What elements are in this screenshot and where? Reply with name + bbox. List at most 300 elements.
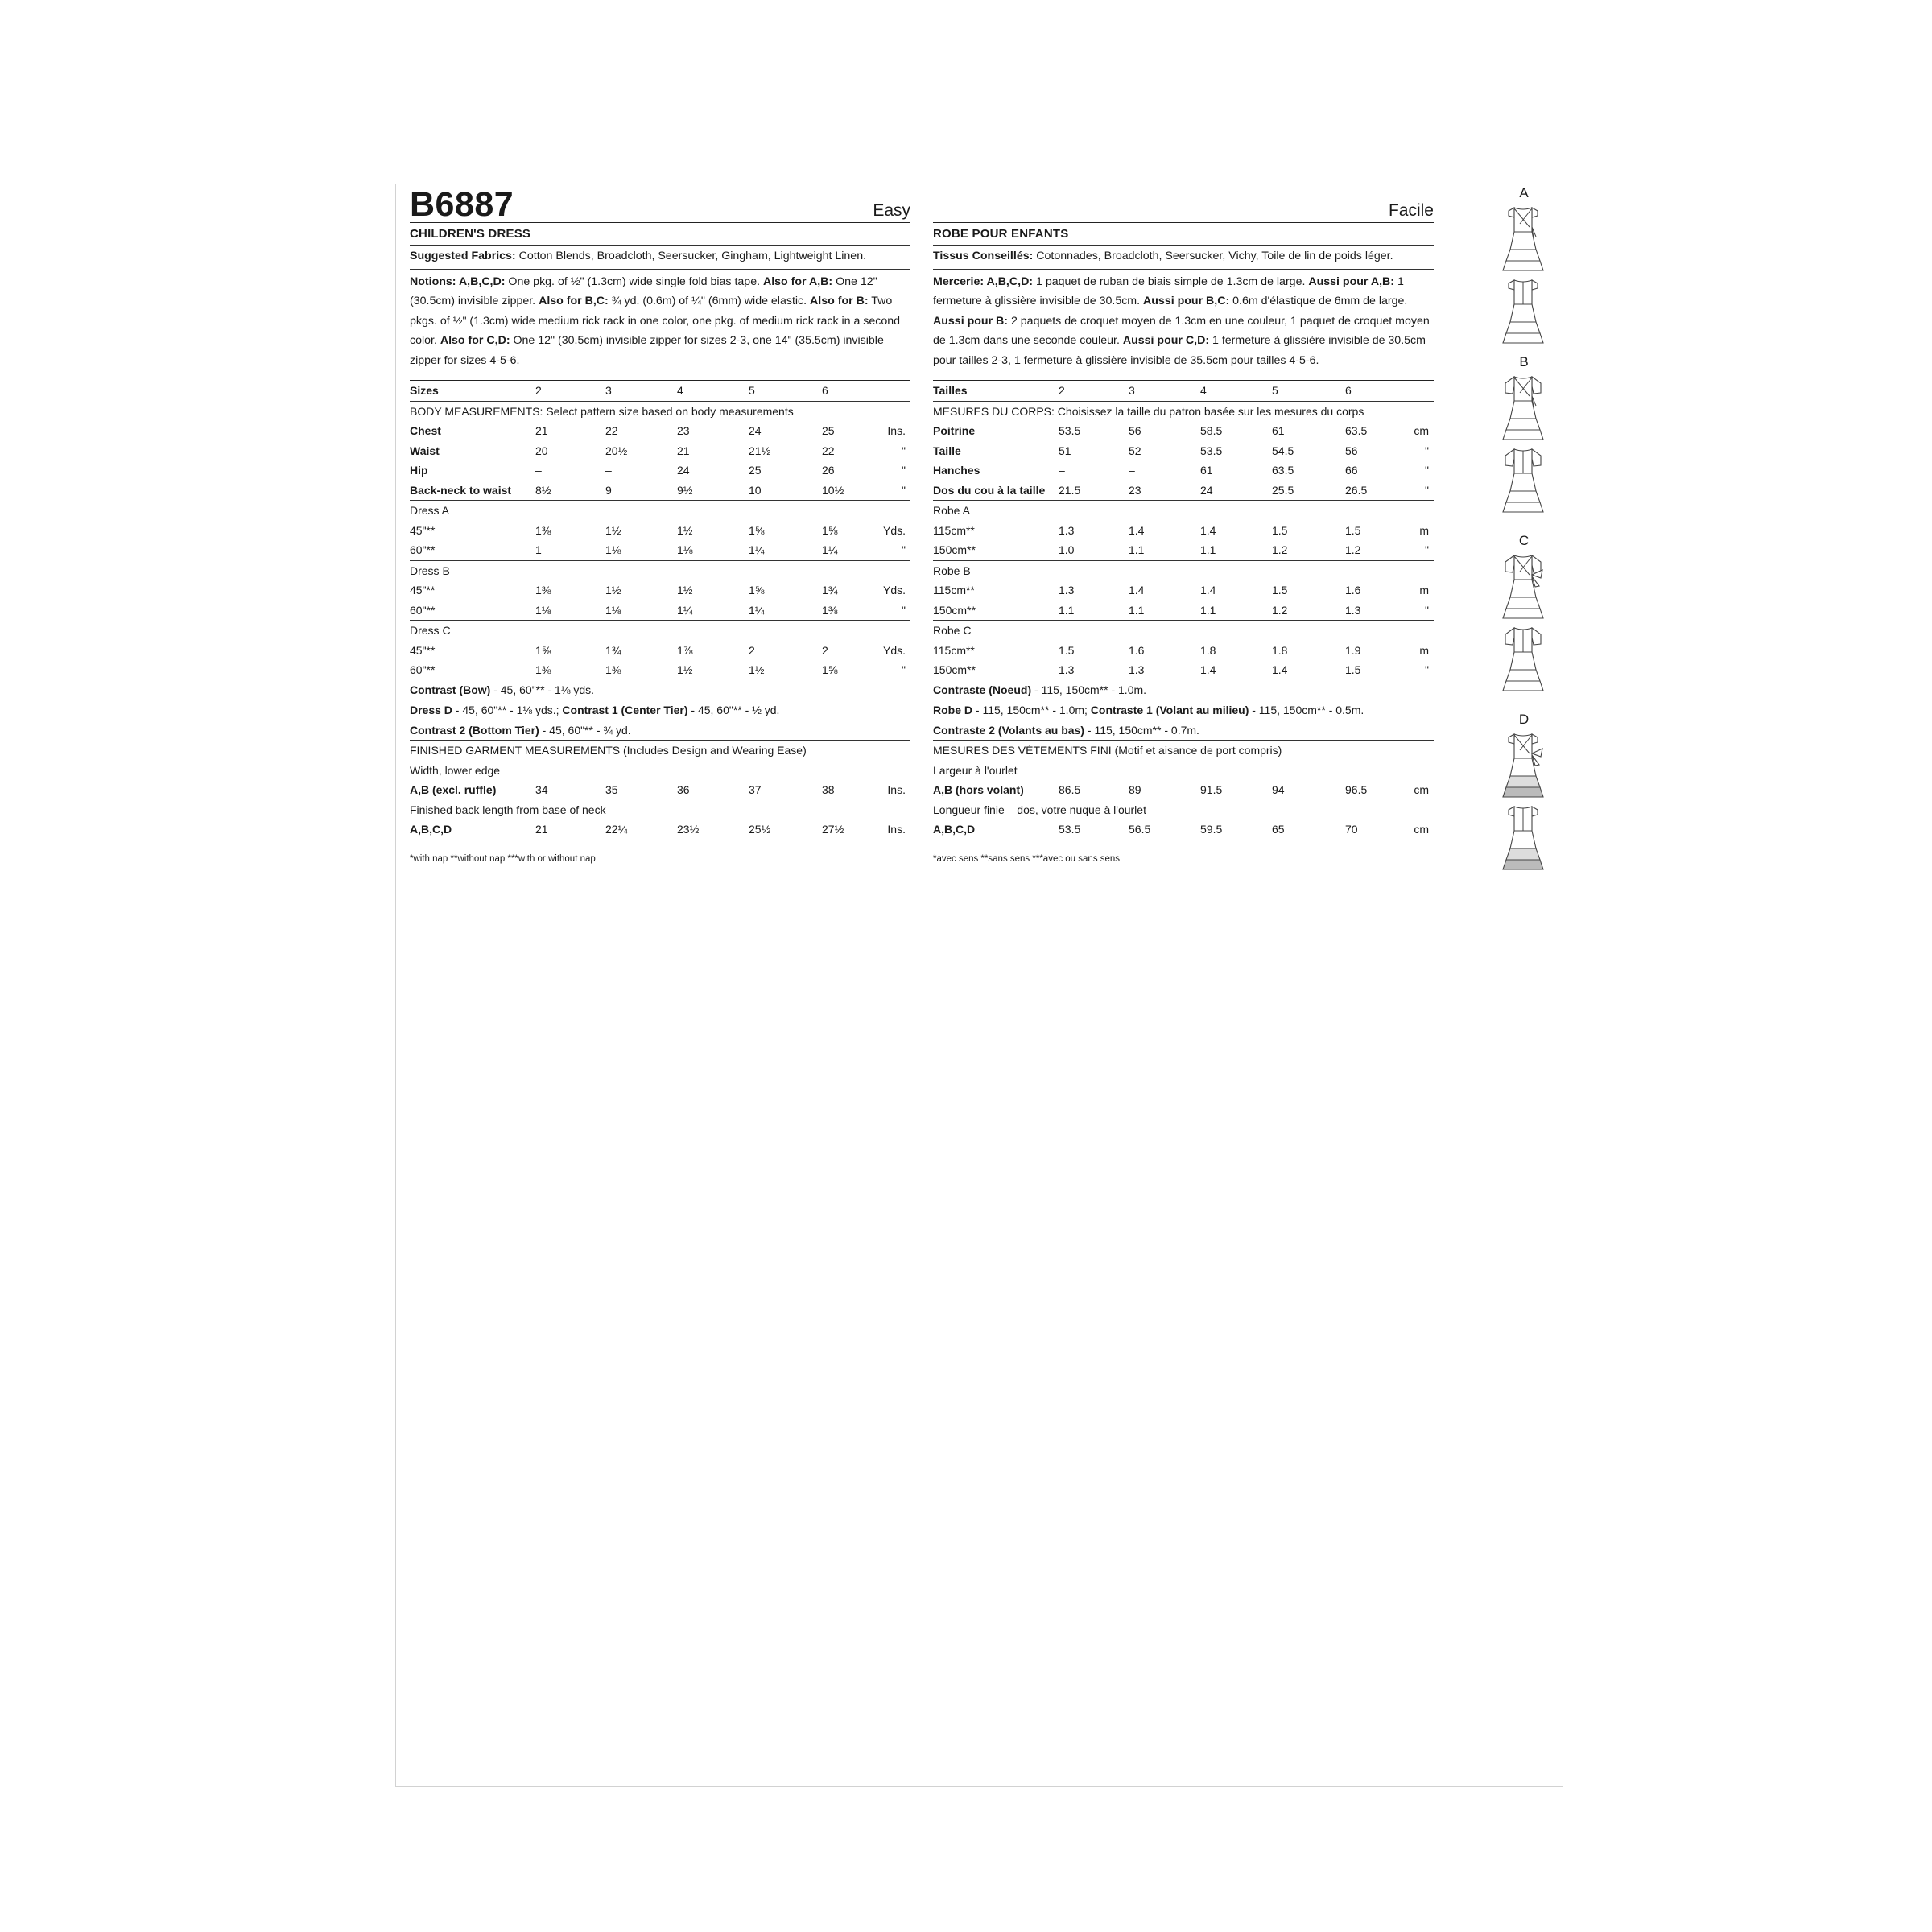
size-value: 1⅜ bbox=[535, 523, 551, 537]
size-value: 23 bbox=[677, 424, 690, 438]
size-value: 1.9 bbox=[1345, 643, 1361, 657]
length-row bbox=[933, 819, 1434, 840]
unit-label: cm bbox=[1414, 783, 1429, 797]
sizes-header bbox=[933, 381, 1434, 401]
size-value: 1 bbox=[535, 543, 542, 557]
size-value: 21 bbox=[535, 823, 548, 836]
text: One 12" (30.5cm) invisible zipper. bbox=[410, 275, 877, 308]
dress-back-sketch bbox=[1499, 802, 1547, 875]
row-label: Chest bbox=[410, 424, 441, 438]
row-label: 45"** bbox=[410, 643, 436, 657]
size-value: 24 bbox=[677, 464, 690, 477]
unit-label: " bbox=[1425, 603, 1429, 617]
yardage-row bbox=[933, 601, 1434, 621]
size-value: 1⅝ bbox=[749, 523, 765, 537]
size-value: 1.8 bbox=[1200, 643, 1216, 657]
dress-view-heading bbox=[933, 561, 1434, 581]
size-value: 1⅝ bbox=[535, 643, 551, 657]
size-value: 23½ bbox=[677, 823, 700, 836]
size-value: 61 bbox=[1200, 464, 1213, 477]
finished-measurements-title bbox=[410, 741, 910, 761]
body-measurement-row bbox=[410, 421, 910, 441]
size-value: 1.4 bbox=[1129, 584, 1145, 597]
size-value: 1.3 bbox=[1345, 603, 1361, 617]
size-value: 1.1 bbox=[1200, 543, 1216, 557]
size-value: 26 bbox=[822, 464, 835, 477]
unit-label: " bbox=[902, 444, 906, 457]
size-value: 1.5 bbox=[1345, 523, 1361, 537]
size-value: 21 bbox=[677, 444, 690, 457]
size-value: 9 bbox=[605, 483, 612, 497]
size-value: 25 bbox=[749, 464, 762, 477]
size-value: 70 bbox=[1345, 823, 1358, 836]
dress-front-sketch bbox=[1499, 729, 1547, 803]
bold-label: Also for A,B: bbox=[762, 275, 833, 288]
size-value: 96.5 bbox=[1345, 783, 1368, 797]
unit-label: Ins. bbox=[887, 823, 906, 836]
view-letter: D bbox=[1518, 712, 1530, 727]
dress-name: Robe C bbox=[933, 624, 972, 638]
dress-name: Dress B bbox=[410, 564, 450, 577]
row-label: 115cm** bbox=[933, 523, 975, 537]
dress-back-sketch bbox=[1499, 623, 1547, 696]
dress-name: Dress A bbox=[410, 504, 450, 518]
size-value: 1½ bbox=[605, 584, 621, 597]
size-value: – bbox=[605, 464, 612, 477]
section-title: MESURES DU CORPS: Choisissez la taille du patron basée sur les mesures du corps bbox=[933, 404, 1364, 418]
width-row bbox=[410, 780, 910, 800]
yardage-row bbox=[933, 521, 1434, 541]
fabrics-label: Suggested Fabrics: bbox=[410, 250, 516, 262]
size-value: 1.6 bbox=[1345, 584, 1361, 597]
size-value: 1¼ bbox=[749, 543, 765, 557]
sizes-label: Tailles bbox=[933, 384, 968, 398]
size-value: 1⅝ bbox=[822, 523, 838, 537]
size-value: 86.5 bbox=[1059, 783, 1081, 797]
size-value: 65 bbox=[1272, 823, 1285, 836]
unit-label: " bbox=[902, 663, 906, 677]
unit-label: " bbox=[902, 464, 906, 477]
size-value: 26.5 bbox=[1345, 483, 1368, 497]
unit-label: " bbox=[1425, 483, 1429, 497]
size-value: 1½ bbox=[677, 663, 693, 677]
text: - 115, 150cm** - 1.0m; bbox=[972, 704, 1091, 717]
size-value: 59.5 bbox=[1200, 823, 1223, 836]
unit-label: Ins. bbox=[887, 783, 906, 797]
dress-view-heading bbox=[933, 501, 1434, 521]
size-number: 5 bbox=[749, 384, 755, 398]
contrast-2-row bbox=[410, 720, 910, 741]
text: 1 paquet de ruban de biais simple de 1.3cm de large. bbox=[1033, 275, 1309, 288]
size-number: 2 bbox=[1059, 384, 1065, 398]
row-label: 150cm** bbox=[933, 663, 976, 677]
size-value: 63.5 bbox=[1345, 424, 1368, 438]
size-value: 61 bbox=[1272, 424, 1285, 438]
contrast-bow bbox=[410, 680, 594, 700]
row-label: A,B,C,D bbox=[410, 823, 452, 836]
size-value: 37 bbox=[749, 783, 762, 797]
bold-label: Contrast 2 (Bottom Tier) bbox=[410, 723, 539, 737]
unit-label: " bbox=[902, 543, 906, 557]
size-value: 56 bbox=[1129, 424, 1141, 438]
unit-label: cm bbox=[1414, 424, 1429, 438]
size-value: 51 bbox=[1059, 444, 1071, 457]
size-value: 1.5 bbox=[1059, 643, 1075, 657]
row-label: 45"** bbox=[410, 523, 436, 537]
text: 0.6m d'élastique de 6mm de large. bbox=[1229, 295, 1408, 308]
text: One pkg. of ½" (1.3cm) wide single fold bias tape. bbox=[505, 275, 763, 288]
unit-label: Yds. bbox=[882, 643, 906, 657]
size-value: – bbox=[1059, 464, 1065, 477]
size-number: 2 bbox=[535, 384, 542, 398]
sizes-header bbox=[410, 381, 910, 401]
size-value: 1⅛ bbox=[605, 603, 621, 617]
text: - 45, 60"** - 1⅛ yds.; bbox=[452, 704, 563, 717]
size-value: 1.2 bbox=[1272, 603, 1288, 617]
contrast-2 bbox=[933, 720, 1199, 741]
size-value: 2 bbox=[749, 643, 755, 657]
unit-label: Yds. bbox=[882, 523, 906, 537]
fabrics-text: Cotton Blends, Broadcloth, Seersucker, Gingham, Lightweight Linen. bbox=[518, 250, 867, 262]
size-value: 89 bbox=[1129, 783, 1141, 797]
size-value: 53.5 bbox=[1200, 444, 1223, 457]
size-value: 52 bbox=[1129, 444, 1141, 457]
header-row bbox=[410, 188, 910, 222]
bold-label: Notions: A,B,C,D: bbox=[410, 275, 506, 288]
size-number: 6 bbox=[822, 384, 828, 398]
fabrics-label: Tissus Conseillés: bbox=[933, 250, 1034, 262]
size-value: 53.5 bbox=[1059, 424, 1081, 438]
bold-label: Aussi pour A,B: bbox=[1308, 275, 1395, 288]
yardage-row bbox=[933, 660, 1434, 680]
text: - 45, 60"** - ¾ yd. bbox=[539, 723, 631, 737]
bold-label: Also for C,D: bbox=[440, 334, 510, 348]
row-label: Dos du cou à la taille bbox=[933, 483, 1046, 497]
row-label: Hip bbox=[410, 464, 428, 477]
length-label-row bbox=[933, 800, 1434, 820]
dress-name: Robe B bbox=[933, 564, 971, 577]
french-column bbox=[933, 188, 1434, 868]
size-value: 54.5 bbox=[1272, 444, 1294, 457]
text: - 115, 150cm** - 1.0m. bbox=[1031, 683, 1147, 696]
dress-d bbox=[933, 700, 1364, 720]
size-value: 1.4 bbox=[1272, 663, 1288, 677]
bold-label: Contraste 1 (Volant au milieu) bbox=[1090, 704, 1249, 717]
size-value: 1⅛ bbox=[605, 543, 621, 557]
yardage-row bbox=[933, 641, 1434, 661]
difficulty-level: Facile bbox=[1388, 201, 1434, 220]
row-label: 150cm** bbox=[933, 603, 976, 617]
width-row bbox=[933, 780, 1434, 800]
size-value: 8½ bbox=[535, 483, 551, 497]
size-number: 4 bbox=[677, 384, 683, 398]
body-measurements-title bbox=[933, 402, 1434, 422]
unit-label: Ins. bbox=[887, 424, 906, 438]
size-value: 1¼ bbox=[677, 603, 693, 617]
size-value: 1¾ bbox=[822, 584, 838, 597]
size-value: 1¾ bbox=[605, 643, 621, 657]
row-label: 60"** bbox=[410, 603, 436, 617]
row-label: A,B,C,D bbox=[933, 823, 976, 836]
size-value: 20½ bbox=[605, 444, 628, 457]
length-label: Longueur finie – dos, votre nuque à l'ourlet bbox=[933, 803, 1146, 816]
size-value: 1.1 bbox=[1129, 603, 1145, 617]
contrast-2 bbox=[410, 720, 631, 741]
text: - 45, 60"** - ½ yd. bbox=[687, 704, 780, 717]
contrast-bow bbox=[933, 680, 1146, 700]
size-number: 6 bbox=[1345, 384, 1352, 398]
size-value: 22¼ bbox=[605, 823, 628, 836]
size-value: 24 bbox=[749, 424, 762, 438]
size-value: 1⅞ bbox=[677, 643, 693, 657]
unit-label: Yds. bbox=[882, 584, 906, 597]
size-value: 1½ bbox=[677, 523, 693, 537]
row-label: Hanches bbox=[933, 464, 980, 477]
size-number: 3 bbox=[1129, 384, 1135, 398]
body-measurements-title bbox=[410, 402, 910, 422]
size-value: – bbox=[535, 464, 542, 477]
contrast-bow-row bbox=[410, 680, 910, 700]
size-value: 1.4 bbox=[1200, 523, 1216, 537]
view-letter: A bbox=[1519, 185, 1529, 200]
text: 1 fermeture à glissière invisible de 30.5cm pour tailles 2-3, 1 fermeture à glissière invisible de 35.5cm pour tailles 4-5-6. bbox=[933, 334, 1426, 367]
spacer bbox=[933, 372, 1434, 380]
bold-label: Aussi pour B,C: bbox=[1143, 295, 1230, 308]
size-value: 1.4 bbox=[1200, 584, 1216, 597]
size-value: 1.5 bbox=[1345, 663, 1361, 677]
size-value: 1.6 bbox=[1129, 643, 1145, 657]
size-value: 1.5 bbox=[1272, 584, 1288, 597]
dress-back-sketch bbox=[1499, 444, 1547, 518]
width-label: Width, lower edge bbox=[410, 763, 501, 777]
spacer bbox=[410, 372, 910, 380]
size-value: 1½ bbox=[605, 523, 621, 537]
size-value: 21 bbox=[535, 424, 548, 438]
suggested-fabrics bbox=[933, 246, 1434, 269]
size-value: 94 bbox=[1272, 783, 1285, 797]
yardage-row bbox=[410, 601, 910, 621]
bold-label: Aussi pour C,D: bbox=[1122, 334, 1210, 348]
width-label-row bbox=[410, 761, 910, 781]
size-value: 1.8 bbox=[1272, 643, 1288, 657]
unit-label: m bbox=[1419, 523, 1429, 537]
size-value: 1.0 bbox=[1059, 543, 1075, 557]
size-value: 1½ bbox=[677, 584, 693, 597]
dress-d bbox=[410, 700, 779, 720]
size-value: 1.1 bbox=[1059, 603, 1075, 617]
row-label: Back-neck to waist bbox=[410, 483, 512, 497]
width-label: Largeur à l'ourlet bbox=[933, 763, 1018, 777]
yardage-row bbox=[410, 540, 910, 560]
bold-label: Robe D bbox=[933, 704, 972, 717]
size-value: 22 bbox=[605, 424, 618, 438]
yardage-row bbox=[410, 580, 910, 601]
yardage-row bbox=[933, 540, 1434, 560]
text: - 115, 150cm** - 0.7m. bbox=[1084, 723, 1199, 737]
size-value: 25 bbox=[822, 424, 835, 438]
size-value: 1¼ bbox=[822, 543, 838, 557]
size-value: 66 bbox=[1345, 464, 1358, 477]
size-value: 27½ bbox=[822, 823, 844, 836]
size-value: 21.5 bbox=[1059, 483, 1081, 497]
size-value: 21½ bbox=[749, 444, 771, 457]
size-value: 34 bbox=[535, 783, 548, 797]
size-value: 10½ bbox=[822, 483, 844, 497]
unit-label: " bbox=[902, 603, 906, 617]
dress-name: Robe A bbox=[933, 504, 970, 518]
yardage-row bbox=[933, 580, 1434, 601]
row-label: A,B (hors volant) bbox=[933, 783, 1024, 797]
size-value: 63.5 bbox=[1272, 464, 1294, 477]
size-value: 56.5 bbox=[1129, 823, 1151, 836]
garment-title: CHILDREN'S DRESS bbox=[410, 227, 531, 241]
dress-d-row bbox=[410, 700, 910, 720]
row-label: Taille bbox=[933, 444, 961, 457]
garment-title: ROBE POUR ENFANTS bbox=[933, 227, 1069, 241]
size-value: 1.1 bbox=[1200, 603, 1216, 617]
size-value: 35 bbox=[605, 783, 618, 797]
size-value: 23 bbox=[1129, 483, 1141, 497]
bold-label: Contraste (Noeud) bbox=[933, 683, 1032, 696]
footnote: *with nap **without nap ***with or without nap bbox=[410, 853, 596, 864]
body-measurement-row bbox=[410, 441, 910, 461]
size-number: 5 bbox=[1272, 384, 1278, 398]
size-value: 1¼ bbox=[749, 603, 765, 617]
size-value: 36 bbox=[677, 783, 690, 797]
dress-front-sketch bbox=[1499, 203, 1547, 276]
length-label-row bbox=[410, 800, 910, 820]
size-value: 22 bbox=[822, 444, 835, 457]
finished-measurements-title bbox=[933, 741, 1434, 761]
size-value: 1.3 bbox=[1059, 663, 1075, 677]
size-value: 9½ bbox=[677, 483, 693, 497]
text: 1 fermeture à glissière invisible de 30.5cm. bbox=[933, 275, 1404, 308]
dress-front-sketch bbox=[1499, 372, 1547, 445]
size-value: 91.5 bbox=[1200, 783, 1223, 797]
size-value: 1.5 bbox=[1272, 523, 1288, 537]
bold-label: Also for B,C: bbox=[539, 295, 609, 308]
spacer bbox=[410, 840, 910, 848]
bold-label: Contrast 1 (Center Tier) bbox=[562, 704, 688, 717]
english-column bbox=[410, 188, 910, 868]
body-measurement-row bbox=[933, 421, 1434, 441]
size-value: 1.3 bbox=[1059, 584, 1075, 597]
row-label: Poitrine bbox=[933, 424, 976, 438]
unit-label: cm bbox=[1414, 823, 1429, 836]
yardage-row bbox=[410, 641, 910, 661]
unit-label: " bbox=[1425, 663, 1429, 677]
size-value: 1⅜ bbox=[535, 663, 551, 677]
text: Two pkgs. of ½" (1.3cm) wide medium rick rack in one color, one pkg. of medium rick rack in a second color. bbox=[410, 295, 901, 348]
size-value: 25½ bbox=[749, 823, 771, 836]
section-title: BODY MEASUREMENTS: Select pattern size based on body measurements bbox=[410, 404, 794, 418]
row-label: 45"** bbox=[410, 584, 436, 597]
contrast-2-row bbox=[933, 720, 1434, 741]
body-measurement-row bbox=[933, 481, 1434, 501]
view-letter: C bbox=[1518, 533, 1530, 548]
bold-label: Contraste 2 (Volants au bas) bbox=[933, 723, 1085, 737]
section-title: MESURES DES VÉTEMENTS FINI (Motif et aisance de port compris) bbox=[933, 744, 1282, 758]
unit-label: m bbox=[1419, 584, 1429, 597]
text: - 115, 150cm** - 0.5m. bbox=[1249, 704, 1364, 717]
dress-view-heading bbox=[410, 561, 910, 581]
row-label: 60"** bbox=[410, 543, 436, 557]
size-number: 4 bbox=[1200, 384, 1207, 398]
size-value: 24 bbox=[1200, 483, 1213, 497]
unit-label: " bbox=[902, 483, 906, 497]
size-value: 56 bbox=[1345, 444, 1358, 457]
bold-label: Mercerie: A,B,C,D: bbox=[933, 275, 1034, 288]
unit-label: m bbox=[1419, 643, 1429, 657]
size-value: 1⅝ bbox=[822, 663, 838, 677]
size-value: 1.4 bbox=[1129, 523, 1145, 537]
size-value: 20 bbox=[535, 444, 548, 457]
text: - 45, 60"** - 1⅛ yds. bbox=[490, 683, 595, 696]
row-label: 115cm** bbox=[933, 584, 975, 597]
length-row bbox=[410, 819, 910, 840]
size-value: 1⅛ bbox=[677, 543, 693, 557]
text: 2 paquets de croquet moyen de 1.3cm en une couleur, 1 paquet de croquet moyen de 1.3cm dans une seconde couleur. bbox=[933, 314, 1430, 348]
bold-label: Also for B: bbox=[810, 295, 869, 308]
size-value: 1⅛ bbox=[535, 603, 551, 617]
length-label: Finished back length from base of neck bbox=[410, 803, 606, 816]
header-row bbox=[933, 188, 1434, 222]
width-label-row bbox=[933, 761, 1434, 781]
size-value: 1⅜ bbox=[822, 603, 838, 617]
size-number: 3 bbox=[605, 384, 612, 398]
yardage-row bbox=[410, 660, 910, 680]
footnote: *avec sens **sans sens ***avec ou sans sens bbox=[933, 853, 1121, 864]
dress-view-heading bbox=[933, 621, 1434, 641]
size-value: 1.1 bbox=[1129, 543, 1145, 557]
section-title: FINISHED GARMENT MEASUREMENTS (Includes Design and Wearing Ease) bbox=[410, 744, 807, 758]
size-value: 53.5 bbox=[1059, 823, 1081, 836]
dress-view-heading bbox=[410, 501, 910, 521]
size-value: 1.3 bbox=[1059, 523, 1075, 537]
notions bbox=[933, 270, 1434, 372]
yardage-row bbox=[410, 521, 910, 541]
text: ¾ yd. (0.6m) of ¼" (6mm) wide elastic. bbox=[608, 295, 811, 308]
unit-label: " bbox=[1425, 464, 1429, 477]
size-value: 58.5 bbox=[1200, 424, 1223, 438]
size-value: 2 bbox=[822, 643, 828, 657]
body-measurement-row bbox=[933, 460, 1434, 481]
size-value: 1½ bbox=[749, 663, 765, 677]
view-letter: B bbox=[1519, 354, 1529, 369]
size-value: 1⅜ bbox=[605, 663, 621, 677]
dress-name: Dress C bbox=[410, 624, 451, 638]
fabrics-text: Cotonnades, Broadcloth, Seersucker, Vichy, Toile de lin de poids léger. bbox=[1036, 250, 1393, 262]
row-label: 115cm** bbox=[933, 643, 975, 657]
bold-label: Aussi pour B: bbox=[933, 314, 1009, 328]
size-value: 25.5 bbox=[1272, 483, 1294, 497]
spacer bbox=[933, 840, 1434, 848]
size-value: 1.4 bbox=[1200, 663, 1216, 677]
row-label: 150cm** bbox=[933, 543, 976, 557]
text: One 12" (30.5cm) invisible zipper for sizes 2-3, one 14" (35.5cm) invisible zipper for sizes 4-5-6. bbox=[410, 334, 884, 367]
row-label: Waist bbox=[410, 444, 440, 457]
dress-view-heading bbox=[410, 621, 910, 641]
dress-back-sketch bbox=[1499, 275, 1547, 349]
bold-label: Dress D bbox=[410, 704, 452, 717]
size-value: 1⅝ bbox=[749, 584, 765, 597]
size-value: 1.2 bbox=[1272, 543, 1288, 557]
pattern-code: B6887 bbox=[410, 185, 514, 224]
size-value: 1⅜ bbox=[535, 584, 551, 597]
size-value: 1.3 bbox=[1129, 663, 1145, 677]
dress-d-row bbox=[933, 700, 1434, 720]
difficulty-level: Easy bbox=[873, 201, 910, 220]
